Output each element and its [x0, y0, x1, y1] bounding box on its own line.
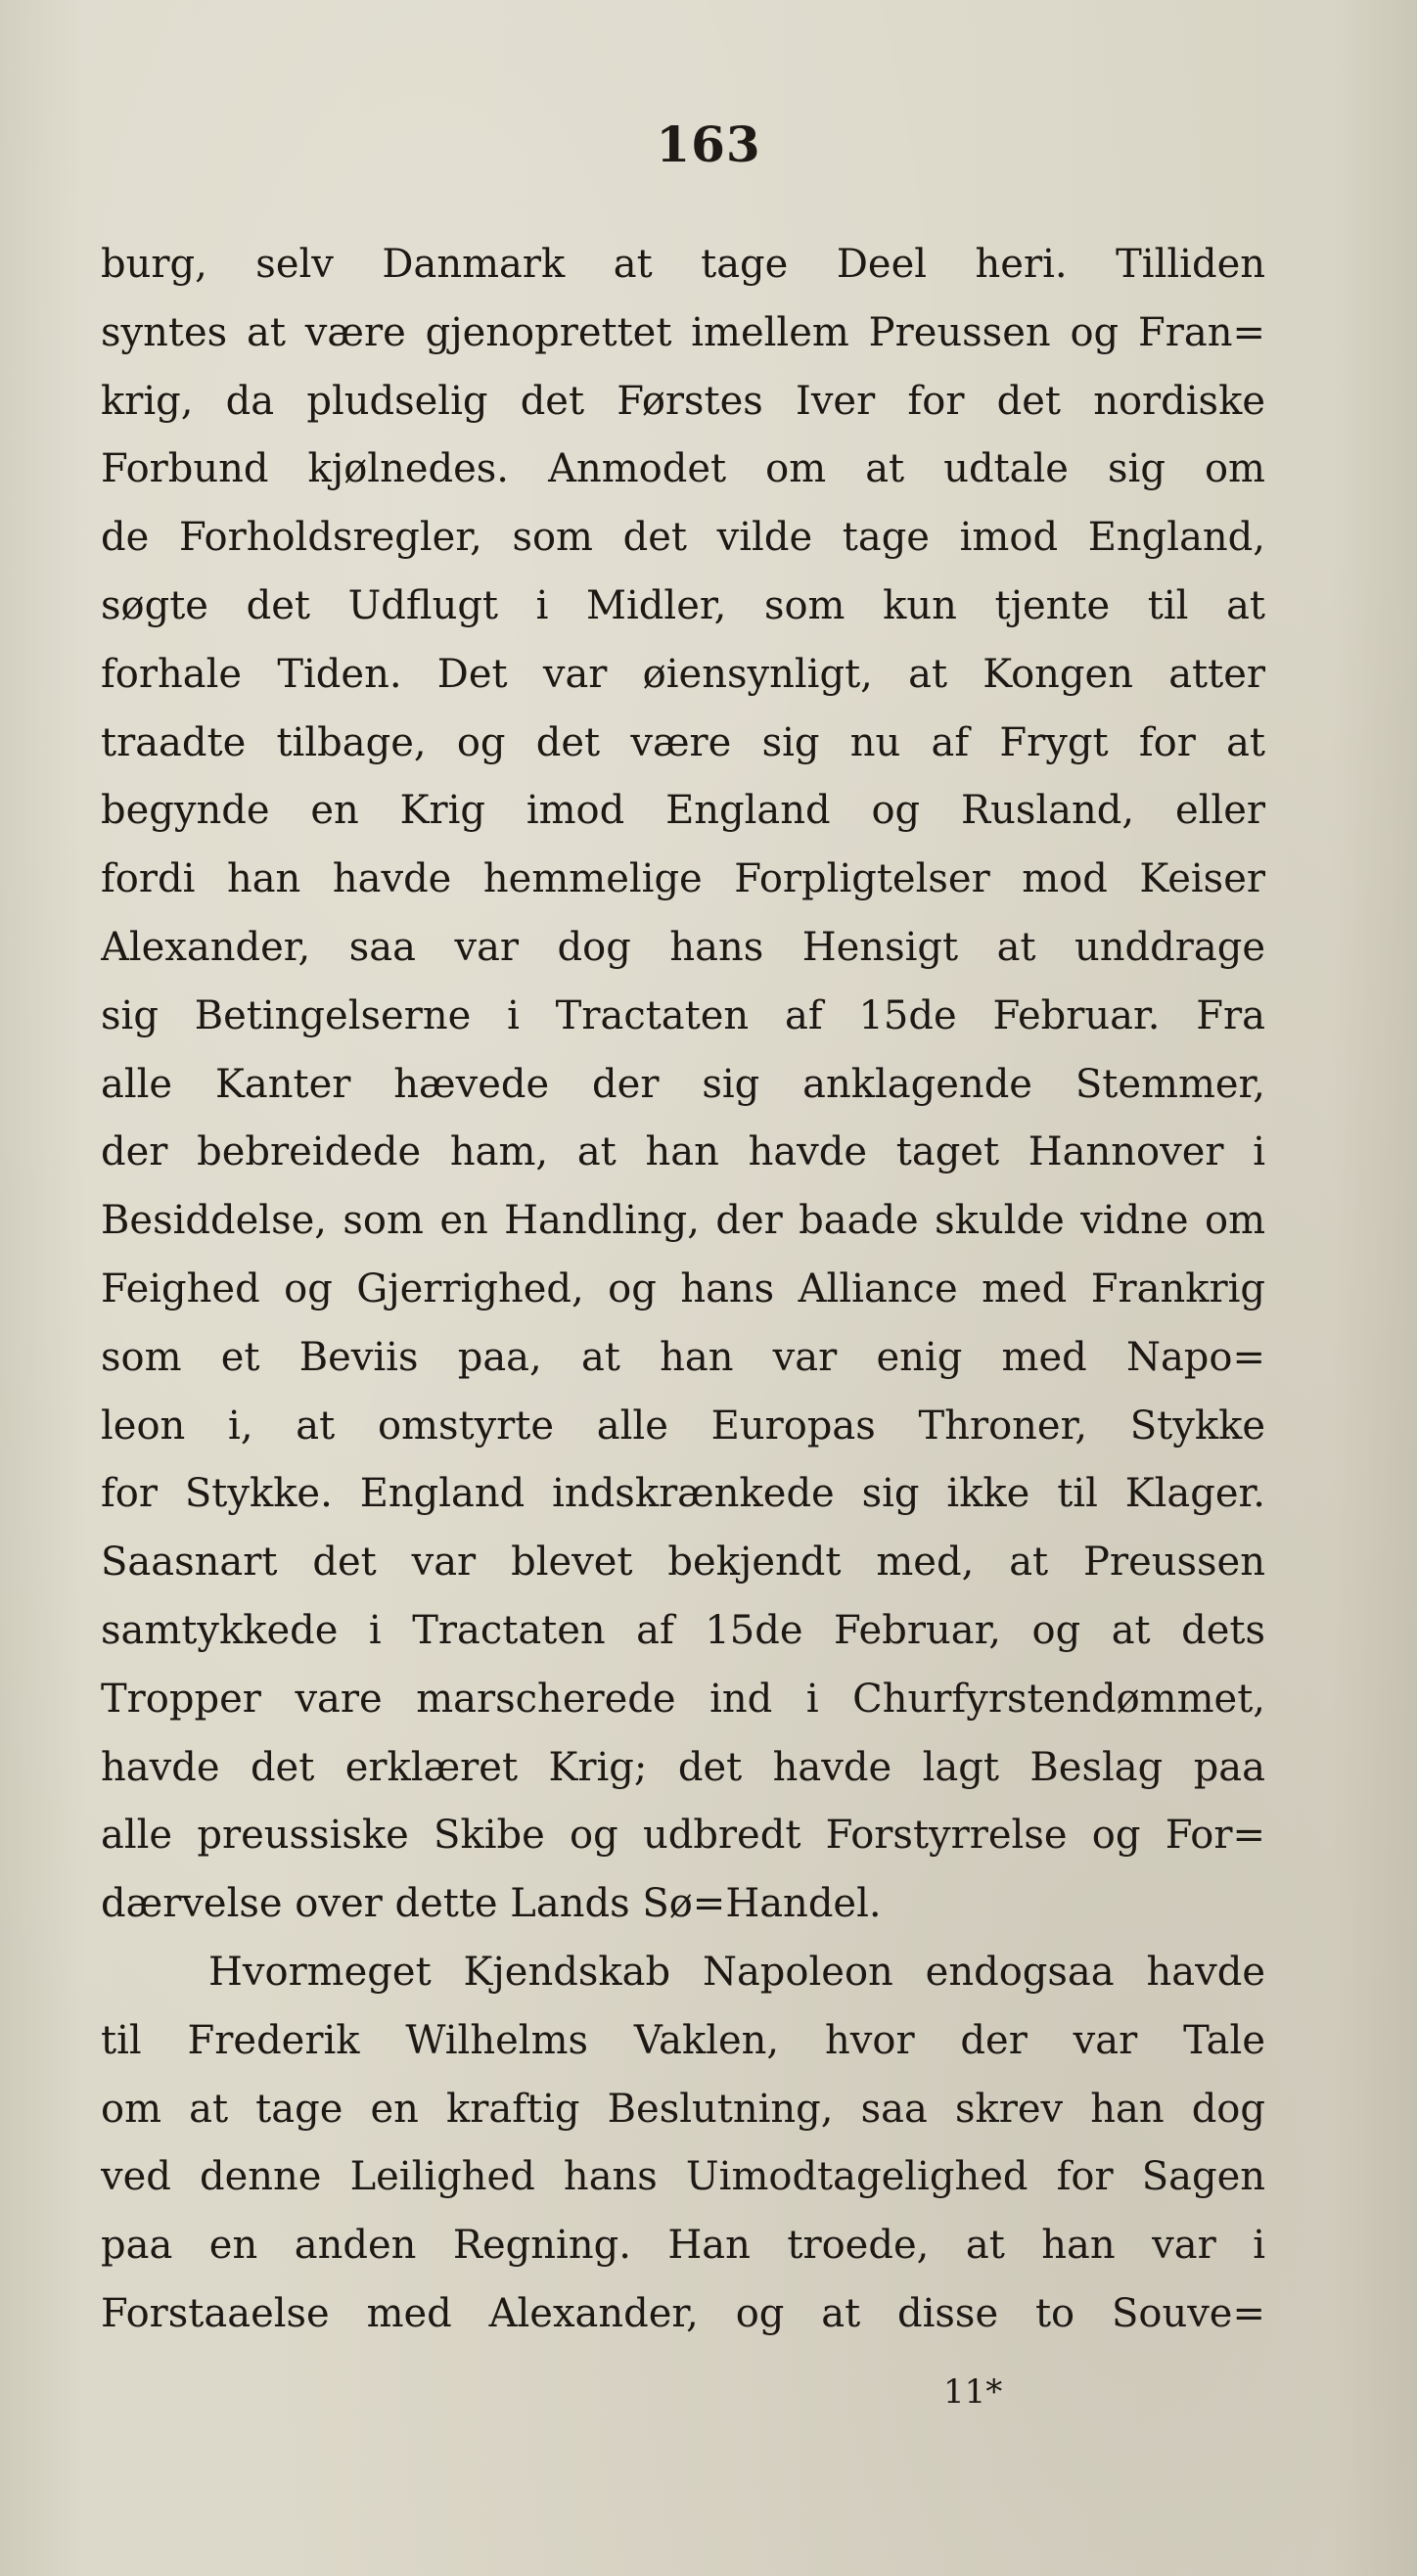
text-line: Tropper vare marscherede ind i Churfyrstendømmet,	[101, 1676, 1265, 1722]
text-line: traadte tilbage, og det være sig nu af Frygt for at	[101, 719, 1265, 765]
text-line: krig, da pludselig det Førstes Iver for det nordiske	[101, 378, 1265, 424]
text-line: leon i, at omstyrte alle Europas Throner, Stykke	[101, 1403, 1265, 1449]
text-line: for Stykke. England indskrænkede sig ikke til Klager.	[101, 1471, 1265, 1517]
text-line: Saasnart det var blevet bekjendt med, at Preussen	[101, 1540, 1265, 1586]
text-line: samtykkede i Tractaten af 15de Februar, og at dets	[101, 1607, 1265, 1653]
text-line: Besiddelse, som en Handling, der baade skulde vidne om	[101, 1198, 1265, 1244]
text-line: Forstaaelse med Alexander, og at disse to Souve=	[101, 2290, 1265, 2336]
page-number: 163	[656, 115, 761, 173]
text-line: Forbund kjølnedes. Anmodet om at udtale sig om	[101, 446, 1265, 492]
text-line: burg, selv Danmark at tage Deel heri. Tilliden	[101, 242, 1265, 287]
text-line: paa en anden Regning. Han troede, at han var i	[101, 2223, 1265, 2269]
text-line: Hvormeget Kjendskab Napoleon endogsaa havde	[208, 1949, 1265, 1995]
text-line: fordi han havde hemmelige Forpligtelser mod Keiser	[101, 856, 1265, 902]
text-line: Alexander, saa var dog hans Hensigt at unddrage	[101, 924, 1265, 970]
text-line: dærvelse over dette Lands Sø=Handel.	[101, 1881, 882, 1927]
text-line: begynde en Krig imod England og Rusland, eller	[101, 788, 1265, 834]
text-line: alle Kanter hævede der sig anklagende Stemmer,	[101, 1061, 1265, 1107]
text-line: til Frederik Wilhelms Vaklen, hvor der var Tale	[101, 2017, 1265, 2063]
text-line: de Forholdsregler, som det vilde tage imod England,	[101, 515, 1265, 561]
body-text	[101, 231, 1265, 2349]
text-line: som et Beviis paa, at han var enig med Napo=	[101, 1334, 1265, 1380]
text-line: forhale Tiden. Det var øiensynligt, at Kongen atter	[101, 651, 1265, 697]
text-line: søgte det Udflugt i Midler, som kun tjente til at	[101, 582, 1265, 628]
text-line: sig Betingelserne i Tractaten af 15de Februar. Fra	[101, 992, 1265, 1038]
text-line: ved denne Leilighed hans Uimodtagelighed for Sagen	[101, 2154, 1265, 2200]
text-line: Feighed og Gjerrighed, og hans Alliance med Frankrig	[101, 1265, 1265, 1311]
text-line: der bebreidede ham, at han havde taget Hannover i	[101, 1129, 1265, 1175]
text-line: havde det erklæret Krig; det havde lagt Beslag paa	[101, 1744, 1265, 1790]
text-line: syntes at være gjenoprettet imellem Preussen og Fran=	[101, 309, 1265, 355]
text-line: om at tage en kraftig Beslutning, saa skrev han dog	[101, 2086, 1265, 2132]
text-line: alle preussiske Skibe og udbredt Forstyrrelse og For=	[101, 1813, 1265, 1859]
signature-mark: 11*	[943, 2372, 1003, 2412]
